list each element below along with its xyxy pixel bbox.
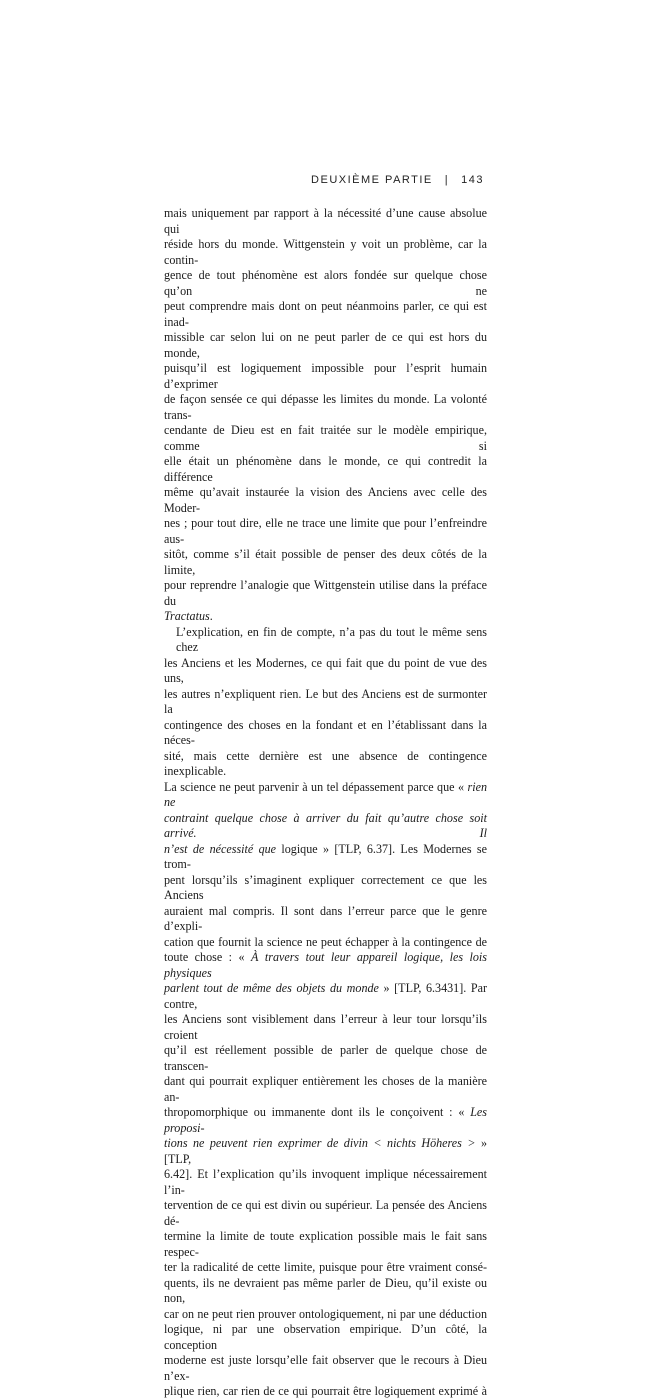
quote-italic: tions ne peuvent rien exprimer de divin < nichts Höheres >	[164, 1136, 476, 1150]
text-line: sité, mais cette dernière est une absence de contingence inexplicable.	[164, 748, 487, 778]
text-line: les Anciens et les Modernes, ce qui fait que du point de vue des uns,	[164, 655, 487, 685]
quote-italic: Les proposi-	[164, 1105, 487, 1135]
text-line: L’explication, en fin de compte, n’a pas du tout le même sens chez	[176, 624, 487, 654]
text-line: tions ne peuvent rien exprimer de divin < nichts Höheres > » [TLP,	[164, 1136, 487, 1166]
text-line: pour reprendre l’analogie que Wittgenstein utilise dans la préface du	[164, 578, 487, 608]
quote-italic: contraint quelque chose à arriver du fait qu’autre chose soit arrivé. Il	[164, 810, 487, 840]
quote-italic: parlent tout de même des objets du monde	[164, 981, 379, 995]
text-line: n’est de nécessité que logique » [TLP, 6.37]. Les Modernes se trom-	[164, 841, 487, 871]
quote-italic: n’est de nécessité que	[164, 841, 277, 856]
text-line: elle était un phénomène dans le monde, ce qui contredit la différence	[164, 454, 487, 484]
text-line: ter la radicalité de cette limite, puisque pour être vraiment consé-	[164, 1260, 487, 1274]
text-line: parlent tout de même des objets du monde » [TLP, 6.3431]. Par contre,	[164, 981, 487, 1011]
text-line: car on ne peut rien prouver ontologiquement, ni par une déduction	[164, 1306, 487, 1321]
text-line: toute chose : « À travers tout leur appareil logique, les lois physiques	[164, 950, 487, 980]
text-line: La science ne peut parvenir à un tel dépassement parce que « rien ne	[164, 779, 487, 809]
text-line: termine la limite de toute explication possible mais le fait sans respec-	[164, 1229, 487, 1259]
text-line: dant qui pourrait expliquer entièrement les choses de la manière an-	[164, 1074, 487, 1104]
paragraph-1	[164, 206, 487, 625]
book-title: Tractatus	[164, 609, 210, 623]
text-line: logique, ni par une observation empirique. D’un côté, la conception	[164, 1322, 487, 1352]
text-line: puisqu’il est logiquement impossible pour l’esprit humain d’exprimer	[164, 361, 487, 391]
text-line: Tractatus.	[164, 609, 213, 623]
text-line: contingence des choses en la fondant et en l’établissant dans la néces-	[164, 717, 487, 747]
page-number: 143	[461, 174, 484, 186]
text-line: moderne est juste lorsqu’elle fait observer que le recours à Dieu n’ex-	[164, 1353, 487, 1383]
text-line: missible car selon lui on ne peut parler de ce qui est hors du monde,	[164, 330, 487, 360]
text-line: les Anciens sont visiblement dans l’erreur à leur tour lorsqu’ils croient	[164, 1012, 487, 1042]
text-line: auraient mal compris. Il sont dans l’erreur parce que le genre d’expli-	[164, 903, 487, 933]
text-line: pent lorsqu’ils s’imaginent expliquer correctement ce que les Anciens	[164, 872, 487, 902]
text-line: tervention de ce qui est divin ou supérieur. La pensée des Anciens dé-	[164, 1198, 487, 1228]
running-header	[311, 174, 484, 186]
text-line: les autres n’expliquent rien. Le but des Anciens est de surmonter la	[164, 686, 487, 716]
text-line: thropomorphique ou immanente dont ils le conçoivent : « Les proposi-	[164, 1105, 487, 1135]
text-line: mais uniquement par rapport à la nécessité d’une cause absolue qui	[164, 206, 487, 236]
header-separator: |	[444, 174, 450, 186]
text-line: cendante de Dieu est en fait traitée sur le modèle empirique, comme si	[164, 423, 487, 453]
text-line: qu’il est réellement possible de parler de quelque chose de transcen-	[164, 1043, 487, 1073]
text-line: de façon sensée ce qui dépasse les limites du monde. La volonté trans-	[164, 392, 487, 422]
text-line: cation que fournit la science ne peut échapper à la contingence de	[164, 934, 487, 949]
text-line: sitôt, comme s’il était possible de penser des deux côtés de la limite,	[164, 547, 487, 577]
text-line: nes ; pour tout dire, elle ne trace une limite que pour l’enfreindre aus-	[164, 516, 487, 546]
section-title: DEUXIÈME PARTIE	[311, 174, 433, 186]
paragraph-2	[164, 625, 487, 1400]
text-line: plique rien, car rien de ce qui pourrait être logiquement exprimé à	[164, 1384, 487, 1398]
body-text	[164, 206, 487, 1400]
text-line: quents, ils ne devraient pas même parler de Dieu, qu’il existe ou non,	[164, 1275, 487, 1305]
text-line: gence de tout phénomène est alors fondée sur quelque chose qu’on ne	[164, 268, 487, 298]
text-line	[164, 811, 487, 842]
text-line: réside hors du monde. Wittgenstein y voit un problème, car la contin-	[164, 237, 487, 267]
text-line: 6.42]. Et l’explication qu’ils invoquent implique nécessairement l’in-	[164, 1167, 487, 1197]
quote-italic: rien ne	[164, 779, 487, 809]
text-line: peut comprendre mais dont on peut néanmoins parler, ce qui est inad-	[164, 299, 487, 329]
text-line: même qu’avait instaurée la vision des Anciens avec celle des Moder-	[164, 485, 487, 515]
quote-italic: À travers tout leur appareil logique, les lois physiques	[164, 950, 487, 980]
